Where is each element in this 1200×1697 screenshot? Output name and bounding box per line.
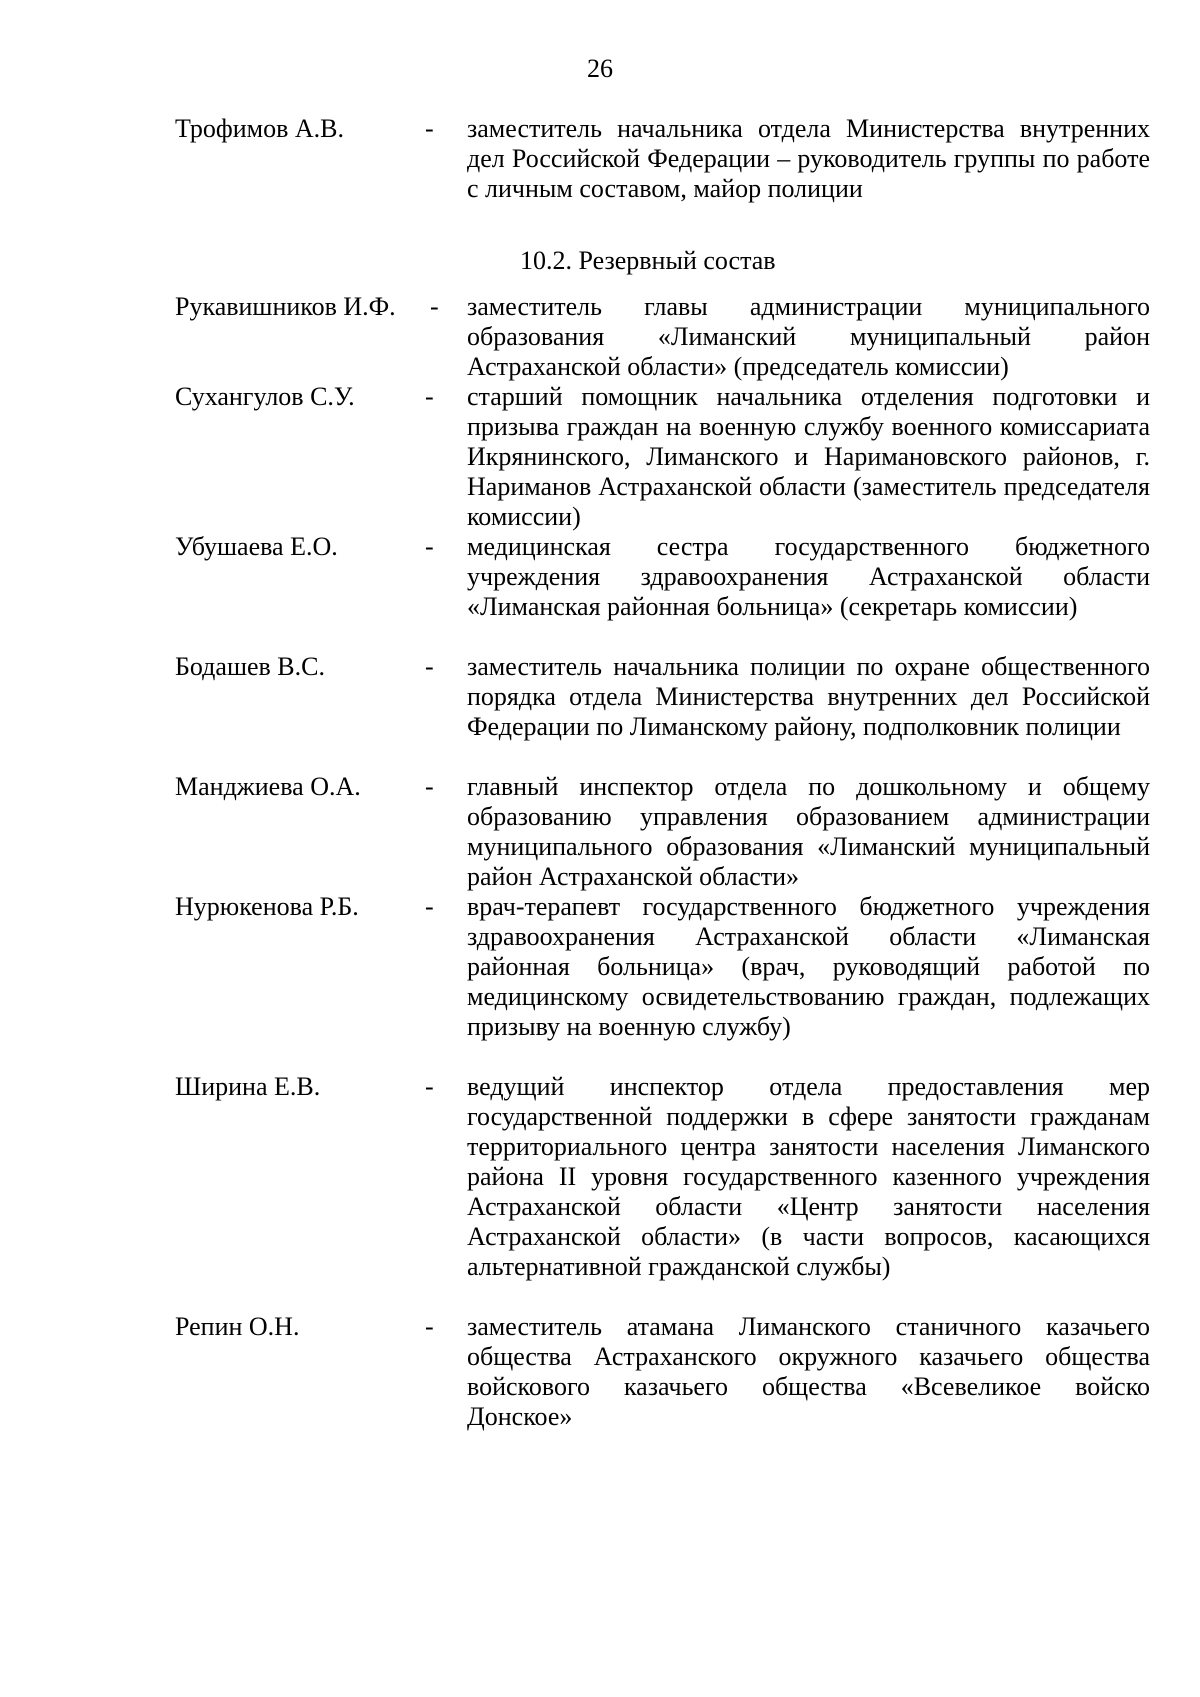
member-description: врач-терапевт государственного бюджетного учреждения здравоохранения Астраханской области «Лиманская районная больница» (врач, руководящий работой по медицинскому освидетельствованию граждан, подлежащих призыву на военную службу): [467, 892, 1150, 1041]
member-name: Трофимов А.В.: [175, 114, 344, 143]
member-description: главный инспектор отдела по дошкольному и общему образованию управления образованием администрации муниципального образования «Лиманский муниципальный район Астраханской области»: [467, 772, 1150, 891]
member-description: заместитель главы администрации муниципального образования «Лиманский муниципальный район Астраханской области» (председатель комиссии): [467, 292, 1150, 381]
dash-separator: -: [425, 1072, 434, 1101]
dash-separator: -: [425, 532, 434, 561]
dash-separator: -: [430, 292, 439, 321]
dash-separator: -: [425, 892, 434, 921]
member-name: Убушаева Е.О.: [175, 532, 338, 561]
dash-separator: -: [425, 772, 434, 801]
member-description: медицинская сестра государственного бюджетного учреждения здравоохранения Астраханской области «Лиманская районная больница» (секретарь комиссии): [467, 532, 1150, 621]
member-description: ведущий инспектор отдела предоставления мер государственной поддержки в сфере занятости гражданам территориального центра занятости населения Лиманского района II уровня государственного казенного учреждения Астраханской области «Центр занятости населения Астраханской области» (в части вопросов, касающихся альтернативной гражданской службы): [467, 1072, 1150, 1281]
dash-separator: -: [425, 1312, 434, 1341]
member-description: заместитель начальника отдела Министерства внутренних дел Российской Федерации – руководитель группы по работе с личным составом, майор полиции: [467, 114, 1150, 203]
member-description: старший помощник начальника отделения подготовки и призыва граждан на военную службу военного комиссариата Икрянинского, Лиманского и Наримановского районов, г. Нариманов Астраханской области (заместитель председателя комиссии): [467, 382, 1150, 531]
member-name: Рукавишников И.Ф.: [175, 292, 396, 321]
member-description: заместитель начальника полиции по охране общественного порядка отдела Министерства внутренних дел Российской Федерации по Лиманскому району, подполковник полиции: [467, 652, 1150, 741]
dash-separator: -: [425, 114, 434, 143]
member-name: Манджиева О.А.: [175, 772, 361, 801]
member-name: Нурюкенова Р.Б.: [175, 892, 359, 921]
section-title: 10.2. Резервный состав: [520, 246, 776, 275]
dash-separator: -: [425, 652, 434, 681]
page-number: 26: [587, 54, 613, 83]
member-name: Бодашев В.С.: [175, 652, 325, 681]
member-name: Ширина Е.В.: [175, 1072, 321, 1101]
member-name: Репин О.Н.: [175, 1312, 300, 1341]
member-description: заместитель атамана Лиманского станичного казачьего общества Астраханского окружного казачьего общества войскового казачьего общества «Всевеликое войско Донское»: [467, 1312, 1150, 1431]
dash-separator: -: [425, 382, 434, 411]
member-name: Сухангулов С.У.: [175, 382, 355, 411]
